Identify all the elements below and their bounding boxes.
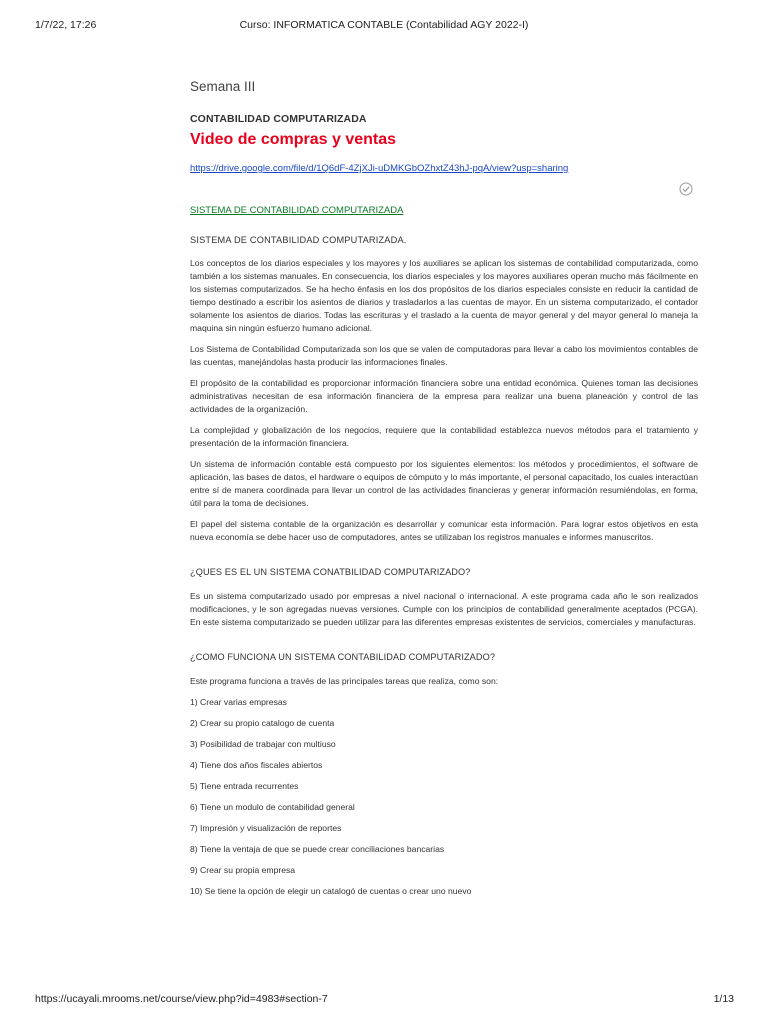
page-counter: 1/13 <box>713 993 734 1005</box>
list-item: 6) Tiene un modulo de contabilidad general <box>190 802 355 812</box>
list-item: 4) Tiene dos años fiscales abiertos <box>190 760 323 770</box>
course-section <box>190 76 698 175</box>
article-paragraph: Los Sistema de Contabilidad Computarizada son los que se valen de computadoras para llevar a cabo los movimientos contables de las cuentas, manejándolas hasta producir las informaciones finales. <box>190 344 698 367</box>
list-item: 2) Crear su propio catalogo de cuenta <box>190 718 335 728</box>
list-item: 5) Tiene entrada recurrentes <box>190 781 299 791</box>
article-body <box>190 234 698 906</box>
drive-video-link[interactable]: https://drive.google.com/file/d/1Q6dF-4ZjXJi-uDMKGbOZhxtZ43hJ-pqA/view?usp=sharing <box>190 163 569 174</box>
question-heading: ¿QUES ES EL UN SISTEMA CONATBILIDAD COMPUTARIZADO? <box>190 567 471 577</box>
print-header <box>0 19 768 33</box>
list-item: 10) Se tiene la opción de elegir un catalogó de cuentas o crear uno nuevo <box>190 886 472 896</box>
system-accounting-link[interactable]: SISTEMA DE CONTABILIDAD COMPUTARIZADA <box>190 205 404 216</box>
answer-paragraph: Es un sistema computarizado usado por empresas a nivel nacional o internacional. A este programa cada año le son realizados modificaciones, y le son agregadas nuevas versiones. Cumple con los principios de contabilidad generalmente aceptados (PCGA). En este sistema computarizado se pueden utilizar para las diferentes empresas existentes de servicios, comerciales y manufacturas. <box>190 591 698 627</box>
article-paragraph: El propósito de la contabilidad es proporcionar información financiera sobre una entidad económica. Quienes toman las decisiones administrativas necesitan de esa información financiera de la empresa para realizar una buena planeación y control de las actividades de la organización. <box>190 378 698 414</box>
list-item: 9) Crear su propia empresa <box>190 865 296 875</box>
article-paragraph: El papel del sistema contable de la organización es desarrollar y comunicar esta información. Para lograr estos objetivos en esta nueva economía se debe hacer uso de computadores, antes se utilizaban los registros manuales e informes manuscritos. <box>190 519 698 542</box>
list-item: 1) Crear varias empresas <box>190 697 287 707</box>
print-course-title: Curso: INFORMATICA CONTABLE (Contabilidad AGY 2022-I) <box>239 19 529 31</box>
print-date: 1/7/22, 17:26 <box>35 19 97 31</box>
question-heading: ¿COMO FUNCIONA UN SISTEMA CONTABILIDAD COMPUTARIZADO? <box>190 652 496 662</box>
video-title: Video de compras y ventas <box>190 131 397 148</box>
week-title: Semana III <box>190 79 256 94</box>
article-paragraph: La complejidad y globalización de los negocios, requiere que la contabilidad establezca nuevos métodos para el tratamiento y presentación de la información financiera. <box>190 425 698 448</box>
list-item: 8) Tiene la ventaja de que se puede crear conciliaciones bancarias <box>190 844 445 854</box>
print-url: https://ucayali.mrooms.net/course/view.php?id=4983#section-7 <box>35 993 328 1005</box>
intro-text: Este programa funciona a través de las principales tareas que realiza, como son: <box>190 676 499 686</box>
print-footer <box>0 993 768 1007</box>
section-label: CONTABILIDAD COMPUTARIZADA <box>190 113 367 125</box>
list-item: 7) Impresión y visualización de reportes <box>190 823 342 833</box>
list-item: 3) Posibilidad de trabajar con multiuso <box>190 739 336 749</box>
article-paragraph: Los conceptos de los diarios especiales y los mayores y los auxiliares se aplican los sistemas de contabilidad computarizada, como también a los sistemas manuales. En consecuencia, los diarios especiales y los mayores auxiliares operan mucho más fácilmente en los sistemas computarizados. Se ha hecho énfasis en los dos propósitos de los diarios especiales consiste en reducir la cantidad de tiempo destinado a escribir los asientos de diarios y trasladarlos a las cuentas de mayor. En un sistema computarizado, el contador solamente los asientos de diarios. Todas las escrituras y el traslado a la cuenta de mayor general y del mayor general lo maneja la maquina sin ningún esfuerzo humano adicional. <box>190 258 698 333</box>
article-paragraph: Un sistema de información contable está compuesto por los siguientes elementos: los métodos y procedimientos, el software de aplicación, las bases de datos, el hardware o equipos de cómputo y lo más importante, el personal capacitado, los cuales interactúan entre sí de manera coordinada para llevar un control de las actividades financieras y generar información resumiéndolas, en forma, útil para la toma de decisiones. <box>190 459 698 508</box>
check-circle-icon[interactable] <box>679 182 693 196</box>
article-heading: SISTEMA DE CONTABILIDAD COMPUTARIZADA. <box>190 235 407 245</box>
